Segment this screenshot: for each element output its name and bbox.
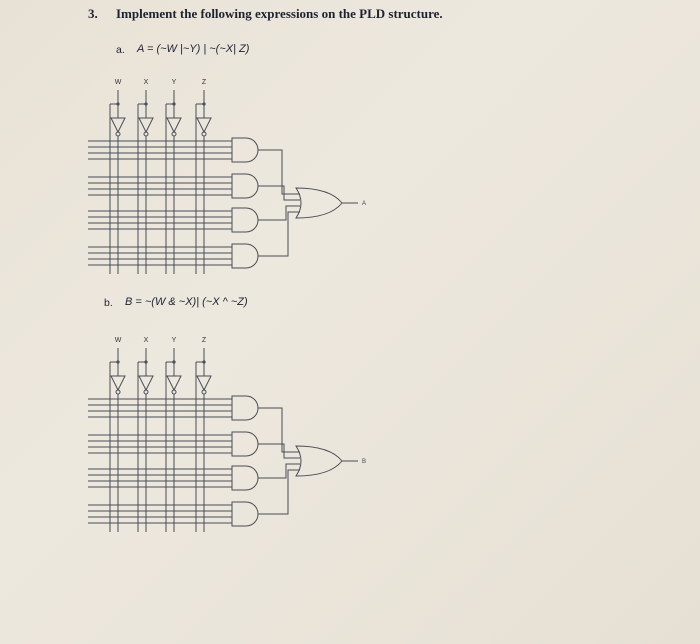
a-and-output-wire [258, 206, 300, 220]
b-junction-dot [116, 360, 119, 363]
a-junction-dot [172, 102, 175, 105]
b-junction-dot [202, 360, 205, 363]
b-input-label-z: Z [201, 337, 207, 344]
b-inverter [139, 376, 153, 390]
pld-diagram-a [0, 60, 700, 290]
b-and-output-wire [258, 464, 300, 478]
a-inverter [197, 118, 211, 132]
a-input-label-y: Y [171, 79, 177, 86]
b-and-output-wire [258, 444, 300, 458]
b-and-gate [232, 432, 258, 456]
a-or-gate [296, 188, 342, 218]
a-and-output-wire [258, 212, 300, 256]
a-and-gate [232, 244, 258, 268]
part-b-label: b. [104, 297, 113, 309]
a-junction-dot [202, 102, 205, 105]
b-and-gate [232, 396, 258, 420]
a-inverter [139, 118, 153, 132]
b-and-gate [232, 466, 258, 490]
b-junction-dot [172, 360, 175, 363]
a-inverter [111, 118, 125, 132]
b-and-output-wire [258, 408, 300, 452]
a-input-label-x: X [143, 79, 149, 86]
a-input-label-w: W [114, 79, 122, 86]
a-junction-dot [144, 102, 147, 105]
a-and-output-wire [258, 150, 300, 194]
b-input-label-w: W [114, 337, 122, 344]
question-number: 3. [88, 6, 98, 21]
b-input-label-y: Y [171, 337, 177, 344]
a-output-label: A [362, 201, 367, 207]
b-output-label: B [362, 459, 367, 465]
a-and-gate [232, 138, 258, 162]
b-inverter [167, 376, 181, 390]
part-b-expression: B = ~(W & ~X)| (~X ^ ~Z) [125, 296, 248, 308]
a-junction-dot [116, 102, 119, 105]
part-a-expression: A = (~W |~Y) | ~(~X| Z) [137, 43, 250, 55]
a-input-label-z: Z [201, 79, 207, 86]
b-input-label-x: X [143, 337, 149, 344]
b-junction-dot [144, 360, 147, 363]
a-and-output-wire [258, 186, 300, 200]
a-and-gate [232, 208, 258, 232]
part-a-label: a. [116, 44, 125, 56]
b-and-output-wire [258, 470, 300, 514]
b-and-gate [232, 502, 258, 526]
b-or-gate [296, 446, 342, 476]
question-text: Implement the following expressions on the PLD structure. [116, 6, 443, 21]
pld-diagram-b [0, 318, 700, 548]
a-and-gate [232, 174, 258, 198]
a-inverter [167, 118, 181, 132]
b-inverter [111, 376, 125, 390]
b-inverter [197, 376, 211, 390]
